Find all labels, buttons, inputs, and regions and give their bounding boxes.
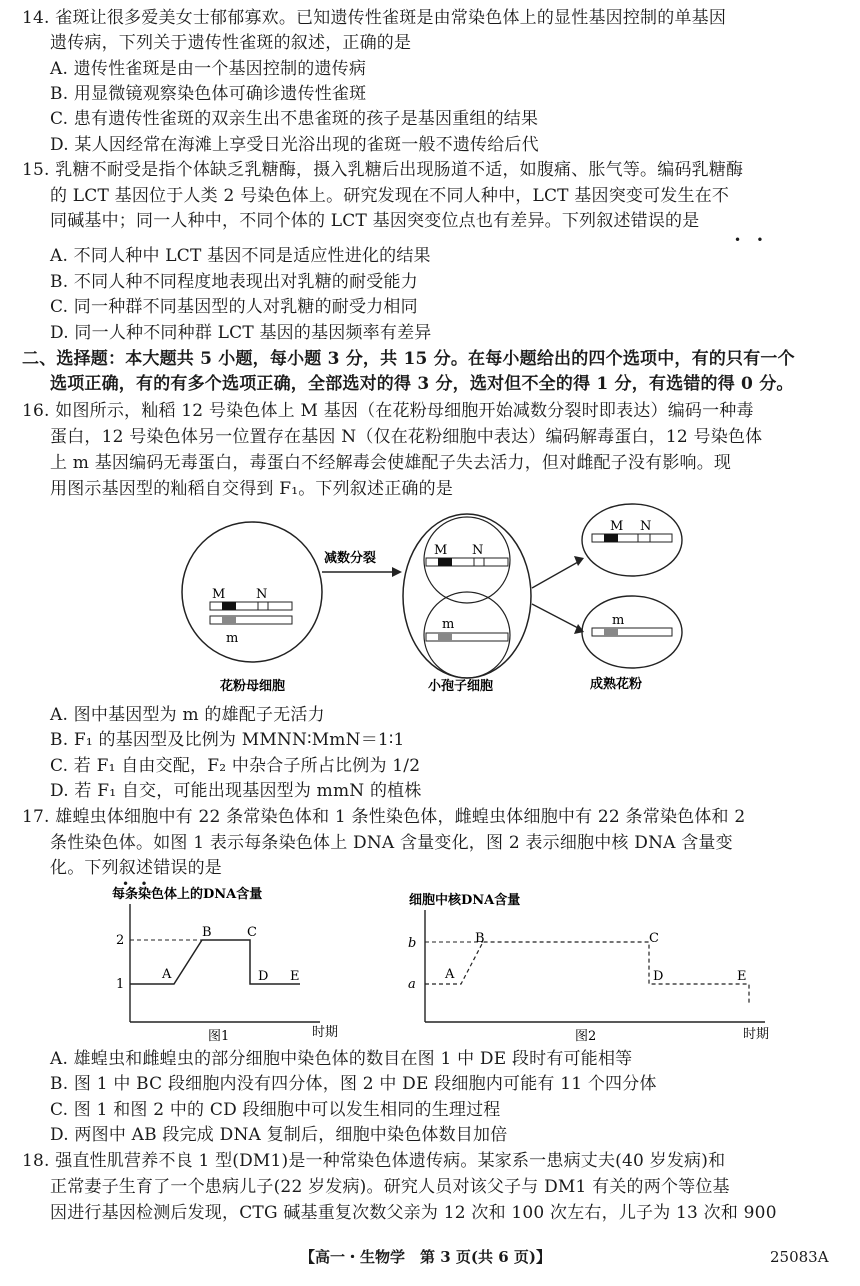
q15-option-b: B. 不同人种不同程度地表现出对乳糖的耐受能力	[50, 272, 418, 292]
section2-heading-line1: 二、选择题：本大题共 5 小题，每小题 3 分，共 15 分。在每小题给出的四个选项中，有的只有一个	[22, 349, 795, 369]
figure2-chart	[405, 884, 785, 1044]
q17-option-b: B. 图 1 中 BC 段细胞内没有四分体，图 2 中 DE 段细胞内可能有 11 个四分体	[50, 1074, 657, 1094]
fig2-caption: 图2	[575, 1029, 597, 1044]
q17-option-c: C. 图 1 和图 2 中的 CD 段细胞中可以发生相同的生理过程	[50, 1100, 501, 1120]
cell2-label: 小孢子细胞	[428, 679, 494, 694]
q17-stem-line2: 条性染色体。如图 1 表示每条染色体上 DNA 含量变化，图 2 表示细胞中核 DNA 含量变	[50, 833, 733, 853]
fig2-point-A: A	[445, 967, 455, 982]
fig1-caption: 图1	[208, 1029, 230, 1044]
q16-option-b: B. F₁ 的基因型及比例为 MMNN∶MmN＝1∶1	[50, 730, 405, 750]
q18-stem-line2: 正常妻子生育了一个患病儿子(22 岁发病)。研究人员对该父子与 DM1 有关的两个等位基	[50, 1177, 730, 1197]
fig2-ytick-a: a	[408, 977, 416, 992]
q16-stem-line4: 用图示基因型的籼稻自交得到 F₁。下列叙述正确的是	[50, 479, 454, 499]
q16-stem-line2: 蛋白，12 号染色体另一位置存在基因 N（仅在花粉细胞中表达）编码解毒蛋白，12 号染色体	[50, 427, 763, 447]
fig2-point-E: E	[737, 969, 747, 984]
gene-m-label-2: m	[442, 617, 455, 632]
gene-N-label-2: N	[472, 543, 484, 558]
fig1-ytick-1: 1	[116, 977, 125, 992]
fig2-xlabel: 时期	[743, 1027, 770, 1042]
gene-m-label-3: m	[612, 613, 625, 628]
fig1-ylabel: 每条染色体上的DNA含量	[112, 887, 263, 902]
q16-option-c: C. 若 F₁ 自由交配，F₂ 中杂合子所占比例为 1/2	[50, 756, 421, 776]
meiosis-diagram	[160, 500, 700, 700]
fig1-xlabel: 时期	[312, 1025, 339, 1040]
page-footer: 【高一・生物学 第 3 页(共 6 页)】	[300, 1248, 551, 1266]
q17-stem-line3: 化。下列叙述错误的是	[50, 858, 222, 878]
pollen-mother-cell	[182, 522, 322, 662]
emphasis-dots: • •	[122, 877, 148, 891]
q17-stem-line1: 17. 雄蝗虫体细胞中有 22 条常染色体和 1 条性染色体，雌蝗虫体细胞中有 22 条常染色体和 2	[22, 807, 746, 827]
fig2-point-B: B	[475, 931, 485, 946]
q14-stem-line1: 14. 雀斑让很多爱美女士郁郁寡欢。已知遗传性雀斑是由常染色体上的显性基因控制的单基因	[22, 8, 727, 28]
q18-stem-line1: 18. 强直性肌营养不良 1 型(DM1)是一种常染色体遗传病。某家系一患病丈夫(40 岁发病)和	[22, 1151, 726, 1171]
emphasis-dots: • •	[734, 233, 764, 247]
q14-stem-line2: 遗传病，下列关于遗传性雀斑的叙述，正确的是	[50, 33, 412, 53]
q14-option-b: B. 用显微镜观察染色体可确诊遗传性雀斑	[50, 84, 367, 104]
gene-m-label: m	[226, 631, 239, 646]
fig2-point-C: C	[649, 931, 659, 946]
fig1-point-C: C	[247, 925, 257, 940]
fig2-ytick-b: b	[408, 936, 417, 951]
q17-option-d: D. 两图中 AB 段完成 DNA 复制后，细胞中染色体数目加倍	[50, 1125, 508, 1145]
chromosome-m	[210, 616, 292, 624]
fig2-point-D: D	[653, 969, 664, 984]
q15-stem-line1: 15. 乳糖不耐受是指个体缺乏乳糖酶，摄入乳糖后出现肠道不适，如腹痛、胀气等。编码乳糖酶	[22, 160, 744, 180]
gene-M-label: M	[212, 587, 226, 602]
gene-N-label-3: N	[640, 519, 652, 534]
cell1-label: 花粉母细胞	[220, 679, 286, 694]
fig2-ylabel: 细胞中核DNA含量	[409, 893, 521, 908]
q16-option-d: D. 若 F₁ 自交，可能出现基因型为 mmN 的植株	[50, 781, 422, 801]
fig1-ytick-2: 2	[116, 933, 125, 948]
q17-option-a: A. 雄蝗虫和雌蝗虫的部分细胞中染色体的数目在图 1 中 DE 段时有可能相等	[50, 1049, 633, 1069]
q15-option-a: A. 不同人种中 LCT 基因不同是适应性进化的结果	[50, 246, 431, 266]
gene-M-label-2: M	[434, 543, 448, 558]
q15-stem-line3: 同碱基中；同一人种中，不同个体的 LCT 基因突变位点也有差异。下列叙述错误的是	[50, 211, 700, 231]
q15-option-c: C. 同一种群不同基因型的人对乳糖的耐受力相同	[50, 297, 418, 317]
figure1-chart	[110, 884, 360, 1044]
gene-N-label: N	[256, 587, 268, 602]
fig1-curve	[130, 940, 300, 984]
q15-option-d: D. 同一人种不同种群 LCT 基因的基因频率有差异	[50, 323, 432, 343]
q15-stem-line2: 的 LCT 基因位于人类 2 号染色体上。研究发现在不同人种中，LCT 基因突变可发生在不	[50, 186, 730, 206]
cell3-label: 成熟花粉	[590, 677, 643, 692]
q14-option-c: C. 患有遗传性雀斑的双亲生出不患雀斑的孩子是基因重组的结果	[50, 109, 539, 129]
q16-option-a: A. 图中基因型为 m 的雄配子无活力	[50, 705, 325, 725]
fig1-point-E: E	[290, 969, 300, 984]
arrow-label: 减数分裂	[324, 551, 377, 566]
section2-heading-line2: 选项正确，有的有多个选项正确，全部选对的得 3 分，选对但不全的得 1 分，有选错的得 0 分。	[50, 374, 794, 394]
q16-stem-line1: 16. 如图所示，籼稻 12 号染色体上 M 基因（在花粉母细胞开始减数分裂时即表达）编码一种毒	[22, 401, 754, 421]
q18-stem-line3: 因进行基因检测后发现，CTG 碱基重复次数父亲为 12 次和 100 次左右，儿子为 13 次和 900	[50, 1203, 777, 1223]
fig1-point-B: B	[202, 925, 212, 940]
paper-code: 25083A	[770, 1248, 829, 1266]
microspore-cell	[403, 514, 531, 678]
gene-M-label-3: M	[610, 519, 624, 534]
fig1-point-D: D	[258, 969, 269, 984]
q14-option-a: A. 遗传性雀斑是由一个基因控制的遗传病	[50, 59, 367, 79]
chromosome-MN	[210, 602, 292, 610]
q14-option-d: D. 某人因经常在海滩上享受日光浴出现的雀斑一般不遗传给后代	[50, 135, 539, 155]
fig1-point-A: A	[162, 967, 172, 982]
q16-stem-line3: 上 m 基因编码无毒蛋白，毒蛋白不经解毒会使雄配子失去活力，但对雌配子没有影响。现	[50, 453, 732, 473]
fig2-curve	[425, 942, 749, 1004]
